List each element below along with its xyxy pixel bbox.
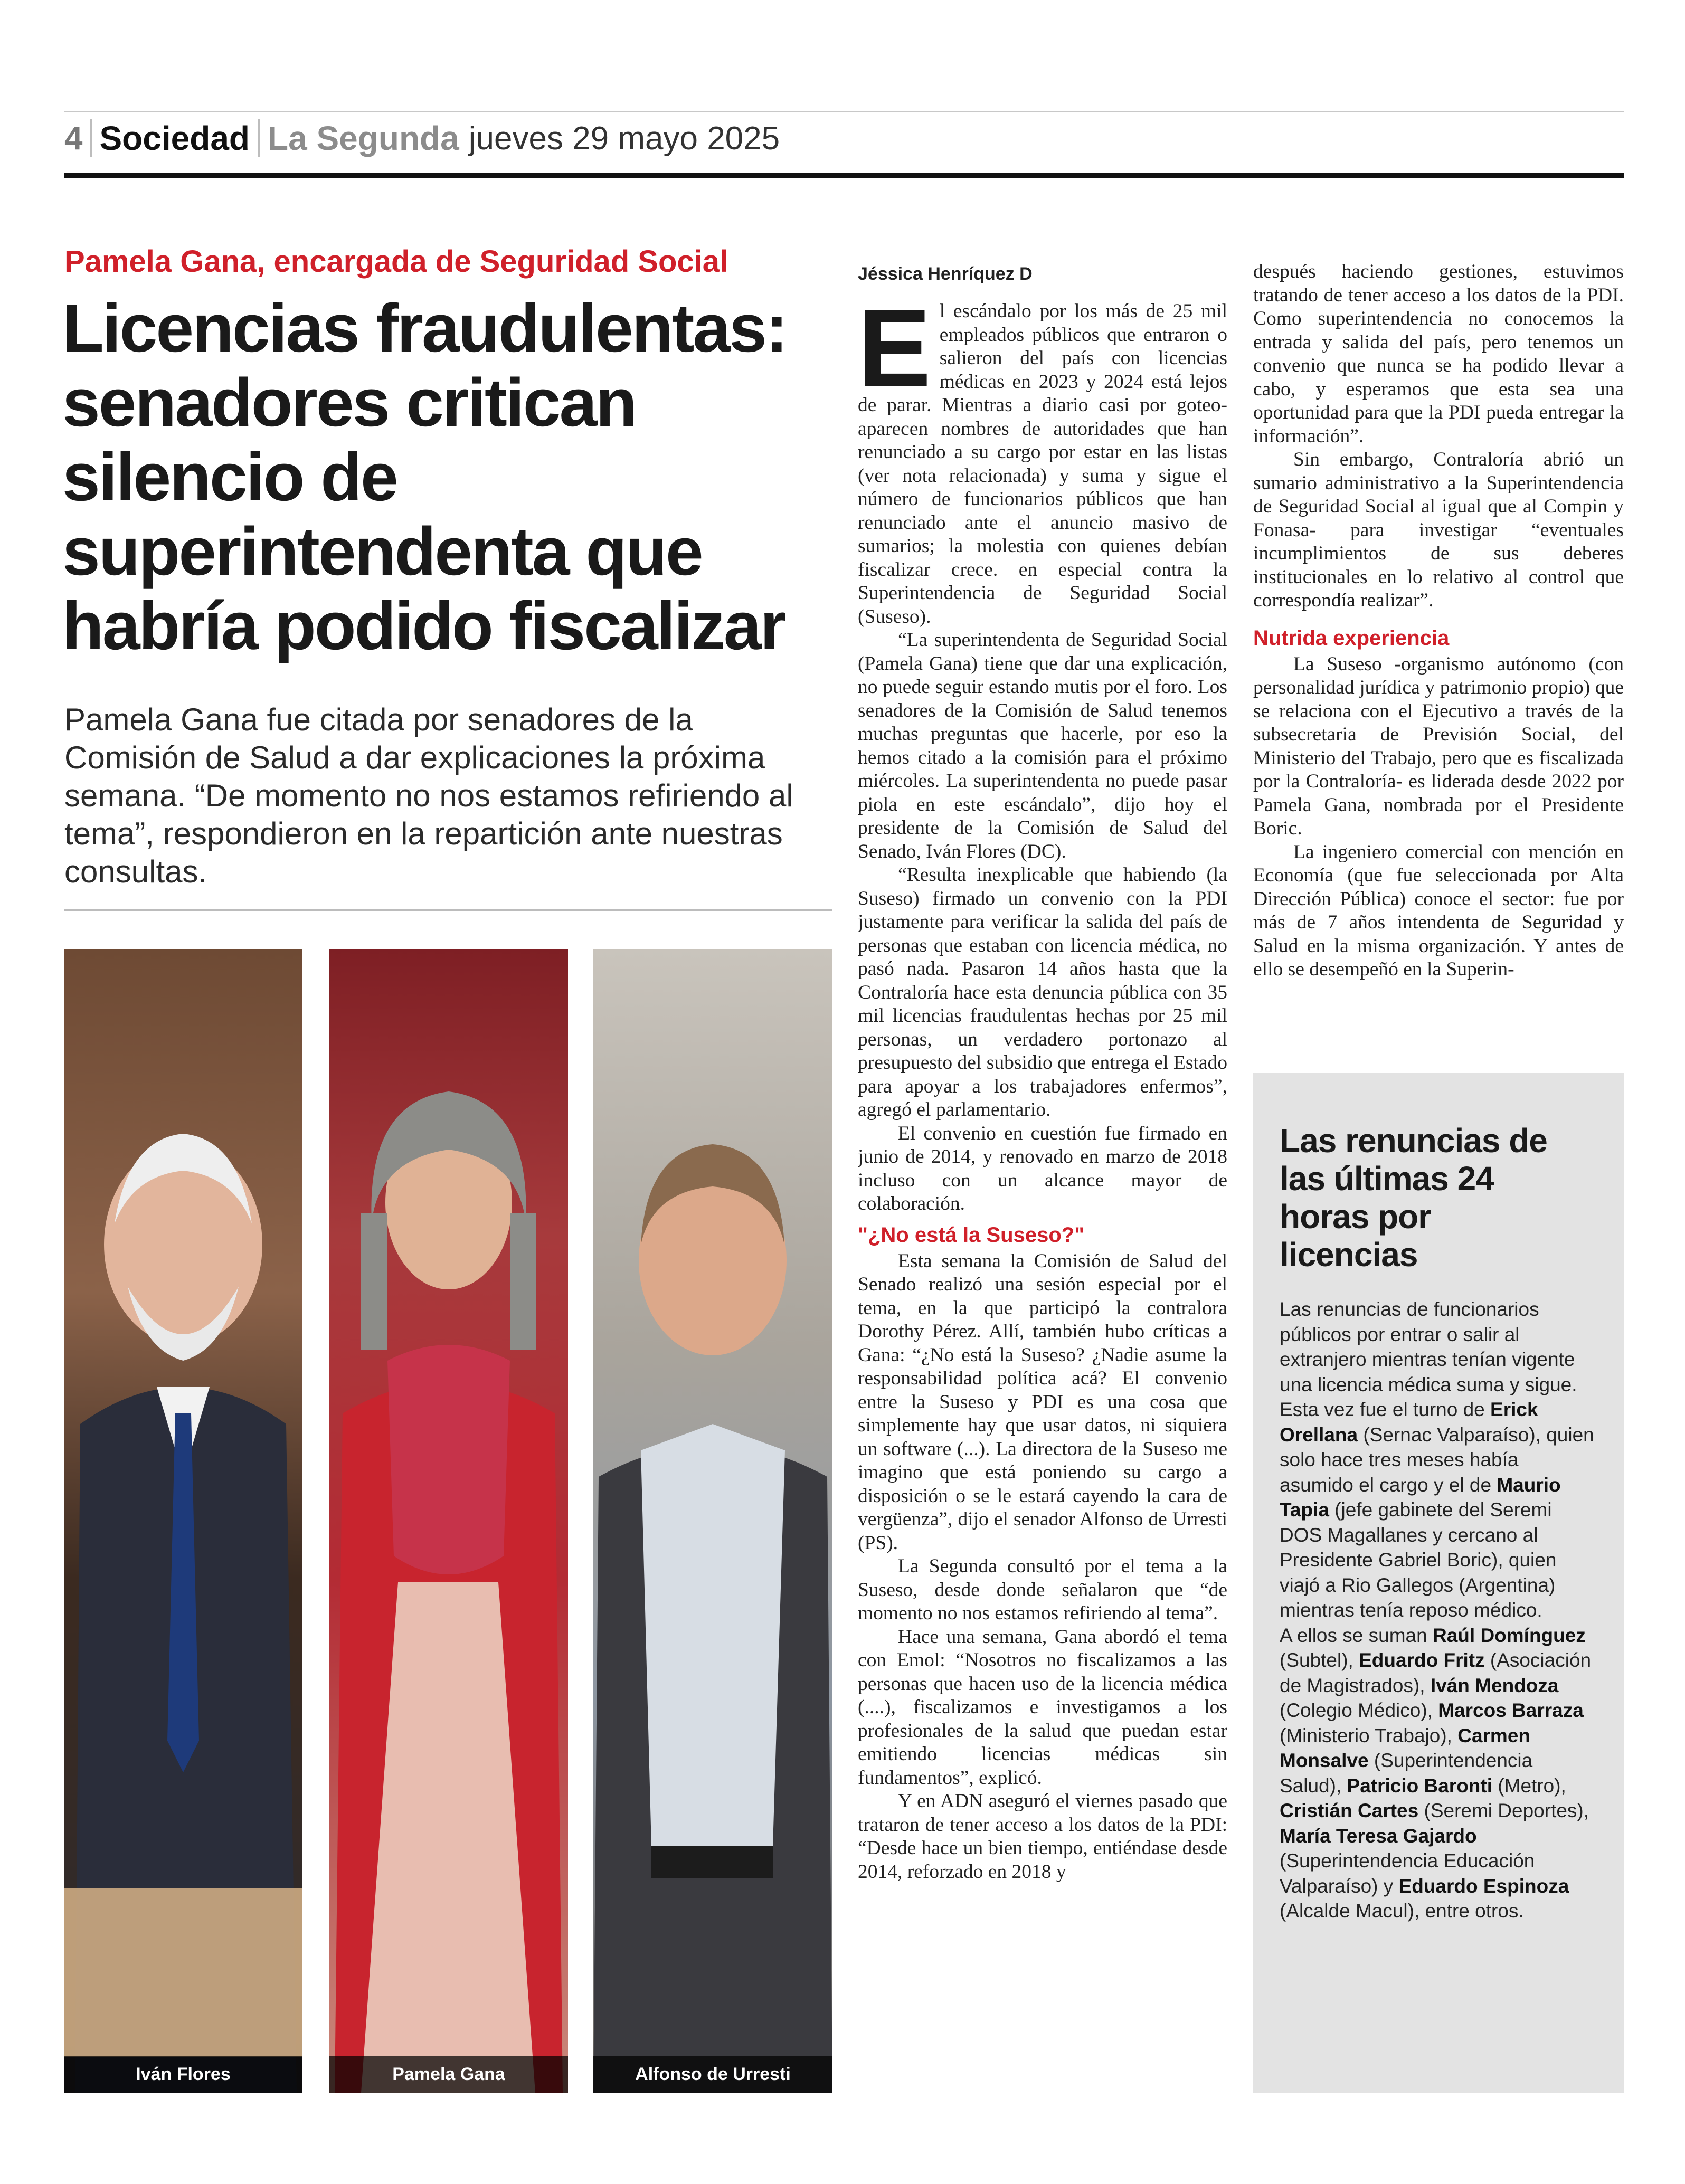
sidebar-body <box>1280 1297 1597 1924</box>
paragraph: Sin embargo, Contraloría abrió un sumario administrativo a la Superintendencia de Seguridad Social al igual que al Compin y Fonasa- para investigar “eventuales incumplimientos de sus deberes institucionales en lo relativo al control que correspondía realizar”. <box>1253 449 1624 611</box>
sidebar-title: Las renuncias de las últimas 24 horas por licencias <box>1280 1122 1547 1274</box>
page-number: 4 <box>64 120 83 157</box>
person-name: Eduardo Fritz <box>1359 1649 1485 1671</box>
person-name: Marcos Barraza <box>1438 1699 1584 1721</box>
person-name: María Teresa Gajardo <box>1280 1825 1477 1847</box>
person-name: Maurio Tapia <box>1280 1474 1561 1521</box>
section-name: Sociedad <box>99 119 250 157</box>
sidebar-paragraph: Esta vez fue el turno de Erick Orellana (Sernac Valparaíso), quien solo hace tres meses había asumido el cargo y el de Maurio Tapia (jefe gabinete del Seremi DOS Magallanes y cercano al Presidente Gabriel Boric), quien viajó a Rio Gallegos (Argentina) mientras tenía reposo médico. <box>1280 1399 1594 1621</box>
paragraph: La ingeniero comercial con mención en Economía (que fue seleccionada por Alta Dirección Pública) conoce el sector: fue por más de 7 años intendenta de Seguridad y Salud en la misma organización. Y antes de ello se desempeñó en la Superin- <box>1253 841 1624 980</box>
person-name: Cristián Cartes <box>1280 1800 1419 1821</box>
article-column-2 <box>1253 260 1624 1052</box>
headline: Licencias fraudulentas: senadores critican silencio de superintendenta que habría podido fiscalizar <box>62 290 787 664</box>
paragraph: Hace una semana, Gana abordó el tema con Emol: “Nosotros no fiscalizamos a las personas que hacen uso de la licencia médica (....), fiscalizamos e investigamos a los profesionales de la salud que puedan estar emitiendo licencias médicas sin fundamentos”, explicó. <box>858 1626 1227 1789</box>
article-column-1 <box>858 300 1227 2105</box>
person-name: Carmen Monsalve <box>1280 1724 1530 1771</box>
deck: Pamela Gana fue citada por senadores de la Comisión de Salud a dar explicaciones la próxima semana. “De momento no nos estamos refiriendo al tema”, respondieron en la repartición ante nuestras consultas. <box>64 702 793 889</box>
byline: Jéssica Henríquez D <box>858 264 1033 284</box>
newspaper-name: La Segunda <box>268 119 459 157</box>
portrait-illustration <box>329 949 568 2093</box>
photo-caption: Pamela Gana <box>329 2056 568 2093</box>
paragraph: “La superintendenta de Seguridad Social (Pamela Gana) tiene que dar una explicación, no puede seguir estando mutis por el foro. Los senadores de la Comisión de Salud tenemos muchas preguntas que hacerle, por eso la hemos citado a la comisión para el próximo miércoles. La superintendenta no puede pasar piola en este escándalo”, dijo hoy el presidente de la Comisión de Salud del Senado, Iván Flores (DC). <box>858 629 1227 862</box>
portrait-illustration <box>593 949 832 2093</box>
photo-pamela-gana <box>329 949 568 2093</box>
paragraph: Y en ADN aseguró el viernes pasado que trataron de tener acceso a los datos de la PDI: “Desde hace un bien tiempo, entiéndase desde 2014, reforzado en 2018 y <box>858 1790 1227 1883</box>
photo-ivan-flores <box>64 949 302 2093</box>
deck-rule <box>64 909 832 911</box>
photo-caption: Iván Flores <box>64 2056 302 2093</box>
sidebar-box <box>1253 1073 1624 2093</box>
issue-date: jueves 29 mayo 2025 <box>468 120 780 157</box>
photo-alfonso-de-urresti <box>593 949 832 2093</box>
sidebar-intro: Las renuncias de funcionarios públicos por entrar o salir al extranjero mientras tenían vigente una licencia médica suma y sigue. <box>1280 1298 1577 1395</box>
paragraph: La Segunda consultó por el tema a la Suseso, desde donde señalaron que “de momento no nos estamos refiriendo al tema”. <box>858 1555 1227 1624</box>
paragraph: La Suseso -organismo autónomo (con personalidad jurídica y patrimonio propio) que se relaciona con el Ejecutivo a través de la subsecretaria de Previsión Social, del Ministerio del Trabajo, pero que es fiscalizada por la Contraloría- es liderada desde 2022 por Pamela Gana, nombrada por el Presidente Boric. <box>1253 653 1624 839</box>
masthead <box>64 117 780 159</box>
person-name: Eduardo Espinoza <box>1398 1875 1569 1897</box>
subheading: Nutrida experiencia <box>1253 626 1450 650</box>
kicker: Pamela Gana, encargada de Seguridad Social <box>64 244 728 279</box>
person-name: Patricio Baronti <box>1347 1774 1493 1797</box>
paragraph: Esta semana la Comisión de Salud del Senado realizó una sesión especial por el tema, en la que participó la contralora Dorothy Pérez. Allí, también hubo críticas a Gana: “¿No está la Suseso? ¿Nadie asume la responsabilidad política acá? El convenio entre la Suseso y PDI es una cosa que simplemente hay que usar datos, ni siquiera un software (...). La directora de la Suseso me imagino que está poniendo su cargo a disposición o se le estará cayendo la cara de vergüenza”, dijo el senador Alfonso de Urresti (PS). <box>858 1250 1227 1554</box>
paragraph: “Resulta inexplicable que habiendo (la Suseso) firmado un convenio con la PDI justamente para verificar la salida del país de personas que estaban con licencia médica, no pasó nada. Pasaron 14 años hasta que la Contraloría hace esta denuncia pública con 35 mil licencias fraudulentas hechas por 25 mil personas, un verdadero portonazo al presupuesto del subsidio que entrega el Estado para apoyar a los trabajadores enfermos”, agregó el parlamentario. <box>858 864 1227 1121</box>
paragraph: después haciendo gestiones, estuvimos tratando de tener acceso a los datos de la PDI. Como superintendencia no conocemos la entrada y salida del país, pero tenemos un convenio que nunca se ha podido llevar a cabo, y esperamos que esta sea una oportunidad para que la PDI pueda entregar la información”. <box>1253 261 1624 447</box>
paragraph: El escándalo por los más de 25 mil empleados públicos que entraron o salieron del país con licencias médicas en 2023 y 2024 está lejos de parar. Mientras a diario casi por goteo- aparecen nombres de autoridades que han renunciado a su cargo por estar en las listas (ver nota relacionada) y suma y sigue el número de funcionarios públicos que han renunciado ante el anuncio masivo de sumarios; la molestia con quienes debían fiscalizar crece. en especial contra la Superintendencia de Seguridad Social (Suseso). <box>858 300 1227 628</box>
sidebar-paragraph: A ellos se suman Raúl Domínguez (Subtel), Eduardo Fritz (Asociación de Magistrados), Iván Mendoza (Colegio Médico), Marcos Barraza (Ministerio Trabajo), Carmen Monsalve (Superintendencia Salud), Patricio Baronti (Metro), Cristián Cartes (Seremi Deportes), María Teresa Gajardo (Superintendencia Educación Valparaíso) y Eduardo Espinoza (Alcalde Macul), entre otros. <box>1280 1624 1592 1922</box>
paragraph: El convenio en cuestión fue firmado en junio de 2014, y renovado en marzo de 2018 incluso con un alcance mayor de colaboración. <box>858 1122 1227 1214</box>
portrait-illustration <box>64 949 302 2093</box>
top-rule <box>64 111 1624 112</box>
drop-cap: E <box>858 300 931 410</box>
photo-caption: Alfonso de Urresti <box>593 2056 832 2093</box>
person-name: Iván Mendoza <box>1430 1674 1559 1696</box>
person-name: Erick Orellana <box>1280 1399 1538 1446</box>
subheading: "¿No está la Suseso?" <box>858 1223 1085 1247</box>
masthead-rule <box>64 173 1624 178</box>
person-name: Raúl Domínguez <box>1432 1624 1586 1646</box>
